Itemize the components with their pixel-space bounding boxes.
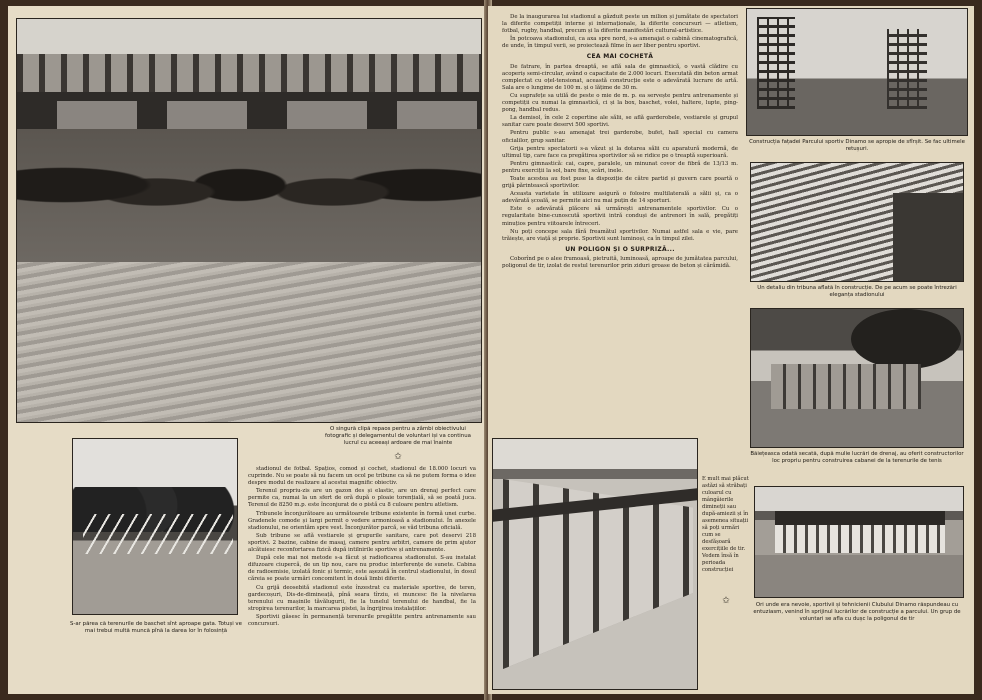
paragraph: Tribunele înconjurătoare au următoarele tribune existente în formă unei curbe. Gradenele comode și largi permit o vedere armonioasă a stadionului. În anexele stadionului, ne orientăm spre vest. Înconjurător parcă, se văd tribuna oficială.	[248, 510, 476, 531]
paragraph: Aceasta varietate în utilizare asigură o folosire multilaterală a sălii și, ca o adevărată școală, se permite aici nu mai puțin de 14 sporturi.	[502, 191, 738, 205]
right-page	[488, 6, 974, 694]
paragraph: Cu grijă deosebită stadionul este înzestrat cu materiale sportive, de teren, gardecoșuri, Dis-de-dimineață, pînă seara tîrziu, ei muncesc fie la nivelarea terenului cu mașinile tăvălugurii, fie la tunelul terenului de handbal, fie la stropirea terenurilor, la marcarea pistei, la îngrijirea instalațiilor.	[248, 584, 476, 612]
photo-volunteers-construction	[16, 18, 482, 423]
star-icon: ✩	[394, 452, 402, 462]
paragraph: Nu poți concepe sala fără freamătul sportivilor. Numai astfel sala e vie, pare trăiește, are viață și proprie. Sportivii sunt luminoși, ca în timpul zilei.	[502, 228, 738, 242]
left-page	[8, 6, 488, 694]
paragraph: De fatrare, în partea dreaptă, se află sala de gimnastică, o vastă clădire cu acoperiș semi-circular, având o capacitate de 2.000 locuri. Executată din beton armat complectat cu oțel-tensionat, această construcție este o adevărată lucrare de artă. Sala are o lungime de 100 m. și o lățime de 30 m.	[502, 63, 738, 91]
paragraph: Grija pentru spectatorii s-a văzut și la dotarea sălii cu aparatură modernă, de ultimul tip, care face ca pregătirea sportivilor să se ridice pe o treaptă superioară.	[502, 145, 738, 159]
paragraph: Coborînd pe o alee frumoasă, pietruită, luminoasă, aproape de jumătatea parcului, poligonul de tir, izolat de restul terenurilor prin ziduri groase de beton și cărămidă.	[502, 255, 738, 269]
paragraph: stadionul de fotbal. Spațios, comod și cochet, stadionul de 18.000 locuri va cuprinde. Nu se poate să nu facem un ocol pe tribune ca să ne putem forma o idee despre modul de realizare al acestui magnific obiectiv.	[248, 466, 476, 487]
caption-tribune: Un detaliu din tribuna aflată în construcție. De pe acum se poate întrezări eleganța stadionului	[757, 285, 957, 298]
caption-facade: Construcția fațadei Parcului sportiv Dinamo se apropie de sfîrșit. Se fac ultimele retușuri.	[749, 139, 965, 152]
photo-facade-towers	[746, 8, 968, 136]
paragraph: Terenul propriu-zis are un gazon des și elastic, are un drenaj perfect care permite ca, numai la un sfert de oră după o ploaie torențială, să se poată juca. Terenul de 8250 m.p. este înconjurat de o pistă cu 8 culoare pentru atletism.	[248, 488, 476, 509]
paragraph: Pentru public s-au amenajat trei garderobe, bufet, hall special cu camera oficialilor, grup sanitar.	[502, 130, 738, 144]
photo-tribune-steps	[750, 162, 964, 282]
paragraph: Sportivii găsesc în permanență terenurile pregătite pentru antrenamente sau concursuri.	[248, 613, 476, 627]
photo-dinamo-building	[754, 486, 964, 598]
star-icon: ✩	[722, 596, 730, 606]
article-left	[248, 466, 476, 691]
caption-volunteers: O singură clipă repaos pentru a zâmbi obiectivului fotografic și delegamentul de voluntari iși va continua lucrul cu aceeași ardoare de mai înainte	[325, 426, 471, 446]
section-heading: UN POLIGON ȘI O SURPRIZĂ...	[565, 245, 675, 253]
photo-tennis-cabin	[750, 308, 964, 448]
photo-shooting-range-corridor	[492, 438, 698, 690]
paragraph: Cu suprafețe sa utilă de peste o mie de m. p. ea servește pentru antrenamente și competiții cu numai la gimnastică, ci și la box, baschet, volei, haltere, lupte, ping-pong, handbal redus.	[502, 92, 738, 114]
paragraph: Pentru gimnastică: cai, capre, paralele, un minunat covor de fibră de 13/13 m. pentru exerciții la sol, bare fixe, scări, inele.	[502, 160, 738, 174]
caption-volunteers-range: Ori unde era nevoie, sportivii și tehnicienii Clubului Dinamo răspundeau cu entuziasm, venind în sprijinul lucrărilor de construcție a parcului. Un grup de voluntari se afla cu dușc la poligonul de tir	[753, 602, 961, 622]
paragraph: În potcoava stadionului, ca axa spre nord, s-a amenajat o cabină cinematografică, de unde, în timpul verii, se proiectează filme în aer liber pentru sportivi.	[502, 36, 738, 50]
paragraph: Toate acestea au fost puse la dispoziție de către partid și guvern care poartă o grijă părintească sportivilor.	[502, 175, 738, 190]
paragraph: De la inaugurarea lui stadionul a găzduit peste un milion și jumătate de spectatori la diferite competiții interne și internaționale, la diferite concursuri — atletism, fotbal, rugby, handbal, precum și la diferite manifestări cultural-artistice.	[502, 14, 738, 35]
paragraph: Este o adevărată plăcere să urmărești antrenamentele sportivilor. Cu o regularitate bine-cunoscută sportivii intră conduși de antrenori în sală, pregătiți minuțios pentru viitoarele întreceri.	[502, 206, 738, 227]
paragraph: Sub tribune se află vestiarele și grupurile sanitare, care pot deservi 218 sportivi. 2 bazine, cabine de masaj, camere pentru arbitri, camere de prim ajutor alcătuiesc reconfortarea fizică după intilnirile sportive și antrenamente.	[248, 532, 476, 554]
side-note: E mult mai plăcut astăzi să străbați culoarul cu mângâierile dimineții sau după-amiezii și în asemenea situații să poți urmări cum se desfășoară exercițiile de tir. Vedem însă în perioada construcției	[702, 476, 749, 573]
article-right	[502, 14, 738, 429]
paragraph: După cele mai noi metode s-a făcut și radioficarea stadionului. S-au instalat difuzoare ciupercă, de un tip nou, care nu produc interferențe de sunete. Cabina de radioemisie, izolată fonic și termic, este așezată în centrul stadionului, în dosul căreia se poate urmări concomitent în două limbi diferite.	[248, 555, 476, 583]
section-heading: CEA MAI COCHETĂ	[586, 53, 654, 61]
photo-basketball-courts	[72, 438, 238, 615]
paragraph: La demisol, în cele 2 copertine ale sălii, se află garderobele, vestiarele și grupul sanitar care poate deservi 500 sportivi.	[502, 115, 738, 129]
caption-tennis-cabin: Băiețeasca odată secată, după mulie lucrări de drenaj, au oferit constructorilor loc propriu pentru construirea cabanei de la terenurile de tenis	[750, 451, 964, 464]
caption-basketball-courts: S-ar părea că terenurile de baschet sînt aproape gata. Totuși ve mai trebui multă muncă pînă la darea lor în folosință	[70, 621, 242, 634]
